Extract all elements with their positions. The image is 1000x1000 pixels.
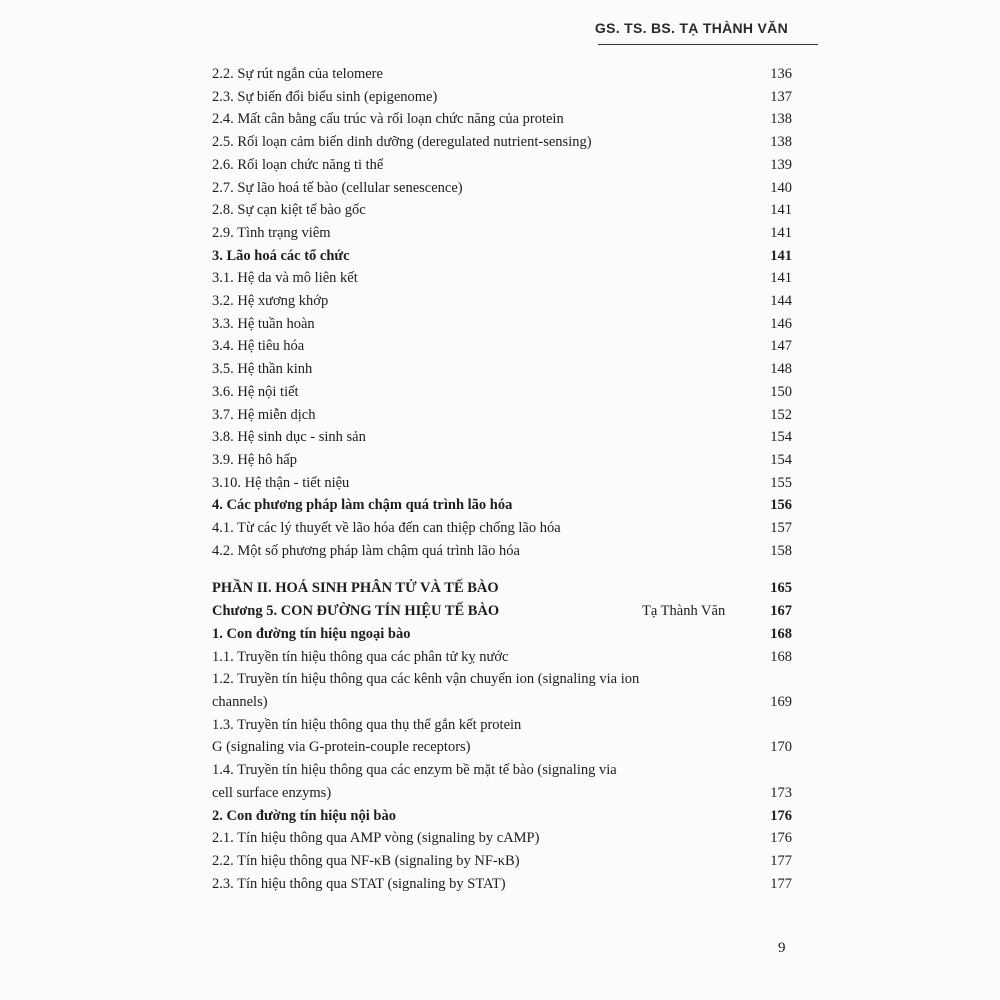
toc-entry-page: 168 [770,648,792,665]
running-header: GS. TS. BS. TẠ THÀNH VĂN [594,20,788,36]
toc-entry-page: 138 [770,111,792,128]
toc-entry-page: 177 [770,875,792,892]
toc-entry-page: 141 [770,270,792,287]
toc-entry-title: 4.2. Một số phương pháp làm chậm quá trình lão hóa [212,542,520,559]
toc-entry-title: 1.1. Truyền tín hiệu thông qua các phân tử kỵ nước [212,648,509,665]
toc-entry-page: 136 [770,66,792,82]
toc-entry-page: 168 [770,625,792,642]
toc-entry-page: 156 [770,497,792,514]
toc-entry-title: 2.7. Sự lão hoá tế bào (cellular senescence) [212,179,463,196]
toc-entry-title: PHẦN II. HOÁ SINH PHÂN TỬ VÀ TẾ BÀO [212,580,499,597]
toc-entry-page: 152 [770,406,792,423]
toc-entry-title: 4.1. Từ các lý thuyết về lão hóa đến can thiệp chống lão hóa [212,520,561,537]
toc-entry-title: 3.5. Hệ thần kinh [212,361,313,378]
toc-entry [212,404,792,427]
toc-entry-title: 1. Con đường tín hiệu ngoại bào [212,625,411,642]
toc-entry-title: 2.9. Tình trạng viêm [212,224,331,241]
toc-entry-title: 3.3. Hệ tuần hoàn [212,315,315,332]
toc-entry-page: 137 [770,88,792,105]
toc-entry-title: 3.2. Hệ xương khớp [212,293,329,310]
toc-entry-page: 141 [770,202,792,219]
toc-entry-title: 3. Lão hoá các tổ chức [212,247,350,264]
toc-entry-page: 154 [770,451,792,468]
toc-entry-title: 2.6. Rối loạn chức năng ti thể [212,156,384,173]
toc-entry-page: 170 [770,739,792,756]
toc-entry-title: 2.3. Sự biến đổi biểu sinh (epigenome) [212,88,438,105]
toc-entry [212,759,792,804]
toc-entry-title: 2. Con đường tín hiệu nội bào [212,807,396,824]
toc-entry-title: 3.7. Hệ miễn dịch [212,406,316,423]
toc-entry [212,290,792,313]
header-rule [598,44,818,45]
table-of-contents [212,63,792,895]
toc-entry-page: 158 [770,542,792,559]
toc-entry-page: 173 [770,784,792,801]
toc-entry-title: 2.8. Sự cạn kiệt tế bào gốc [212,202,366,219]
toc-entry-title-line: G (signaling via G-protein-couple receptors) [212,739,471,756]
toc-entry-page: 169 [770,693,792,710]
toc-entry-title [212,714,756,759]
chapter-author: Tạ Thành Văn [642,603,726,620]
toc-entry-page: 146 [770,315,792,332]
toc-entry-title: 4. Các phương pháp làm chậm quá trình lão hóa [212,497,513,514]
toc-entry-page: 167 [770,603,792,620]
toc-entry-page: 139 [770,156,792,173]
toc-entry-title: 3.8. Hệ sinh dục - sinh sản [212,429,366,446]
toc-entry [212,86,792,109]
toc-entry-page: 165 [770,580,792,597]
toc-entry-title: 3.6. Hệ nội tiết [212,383,299,400]
toc-entry-title: 2.2. Tín hiệu thông qua NF-κB (signaling by NF-κB) [212,852,520,869]
toc-entry [212,358,792,381]
section-spacer [212,562,792,577]
toc-entry-title: Chương 5. CON ĐƯỜNG TÍN HIỆU TẾ BÀO [212,603,500,620]
toc-entry-page: 155 [770,474,792,491]
toc-entry-title-line: 1.3. Truyền tín hiệu thông qua thụ thể gắn kết protein [212,716,522,733]
toc-entry [212,426,792,449]
toc-entry-title: 2.3. Tín hiệu thông qua STAT (signaling by STAT) [212,875,506,892]
toc-entry [212,449,792,472]
toc-entry [212,199,792,222]
toc-entry [212,827,792,850]
toc-entry [212,517,792,540]
toc-part-heading [212,577,792,600]
toc-entry-page: 141 [770,247,792,264]
toc-entry [212,850,792,873]
toc-entry-title: 3.9. Hệ hô hấp [212,451,297,468]
toc-entry-title: 2.4. Mất cân bằng cấu trúc và rối loạn chức năng của protein [212,111,564,128]
toc-entry [212,154,792,177]
toc-entry-page: 148 [770,361,792,378]
toc-entry [212,873,792,896]
toc-entry-page: 144 [770,293,792,310]
toc-entry [212,313,792,336]
toc-entry [212,472,792,495]
toc-section-heading [212,805,792,828]
toc-section-heading [212,245,792,268]
toc-entry-page: 141 [770,224,792,241]
toc-entry-title: 3.4. Hệ tiêu hóa [212,338,305,355]
toc-entry-title: 3.10. Hệ thận - tiết niệu [212,474,350,491]
toc-entry [212,381,792,404]
toc-entry [212,131,792,154]
toc-entry-title: 2.5. Rối loạn cảm biến dinh dưỡng (deregulated nutrient-sensing) [212,134,592,151]
toc-entry-title-line: 1.4. Truyền tín hiệu thông qua các enzym bề mặt tế bào (signaling via [212,762,617,779]
toc-entry-page: 140 [770,179,792,196]
toc-entry-page: 176 [770,830,792,847]
toc-entry [212,222,792,245]
toc-entry [212,335,792,358]
toc-entry-page: 177 [770,852,792,869]
toc-entry-page: 138 [770,134,792,151]
toc-entry [212,646,792,669]
toc-entry [212,267,792,290]
toc-entry-title [212,668,756,713]
toc-entry [212,668,792,713]
toc-entry-page: 157 [770,520,792,537]
toc-entry-title-line: 1.2. Truyền tín hiệu thông qua các kênh vận chuyển ion (signaling via ion [212,671,640,688]
toc-entry [212,540,792,563]
toc-entry-title-line: cell surface enzyms) [212,784,332,801]
toc-chapter-heading [212,600,792,623]
toc-entry-title: 3.1. Hệ da và mô liên kết [212,270,358,287]
toc-entry [212,108,792,131]
page-number: 9 [778,940,786,956]
toc-entry [212,177,792,200]
toc-entry-title [212,759,756,804]
toc-entry-title: 2.1. Tín hiệu thông qua AMP vòng (signaling by cAMP) [212,830,540,847]
toc-section-heading [212,494,792,517]
toc-entry [212,63,792,86]
toc-entry [212,714,792,759]
toc-entry-page: 150 [770,383,792,400]
toc-entry-page: 154 [770,429,792,446]
toc-entry-title: 2.2. Sự rút ngắn của telomere [212,66,383,82]
toc-section-heading [212,623,792,646]
toc-entry-page: 176 [770,807,792,824]
toc-entry-page: 147 [770,338,792,355]
toc-entry-title-line: channels) [212,693,268,710]
